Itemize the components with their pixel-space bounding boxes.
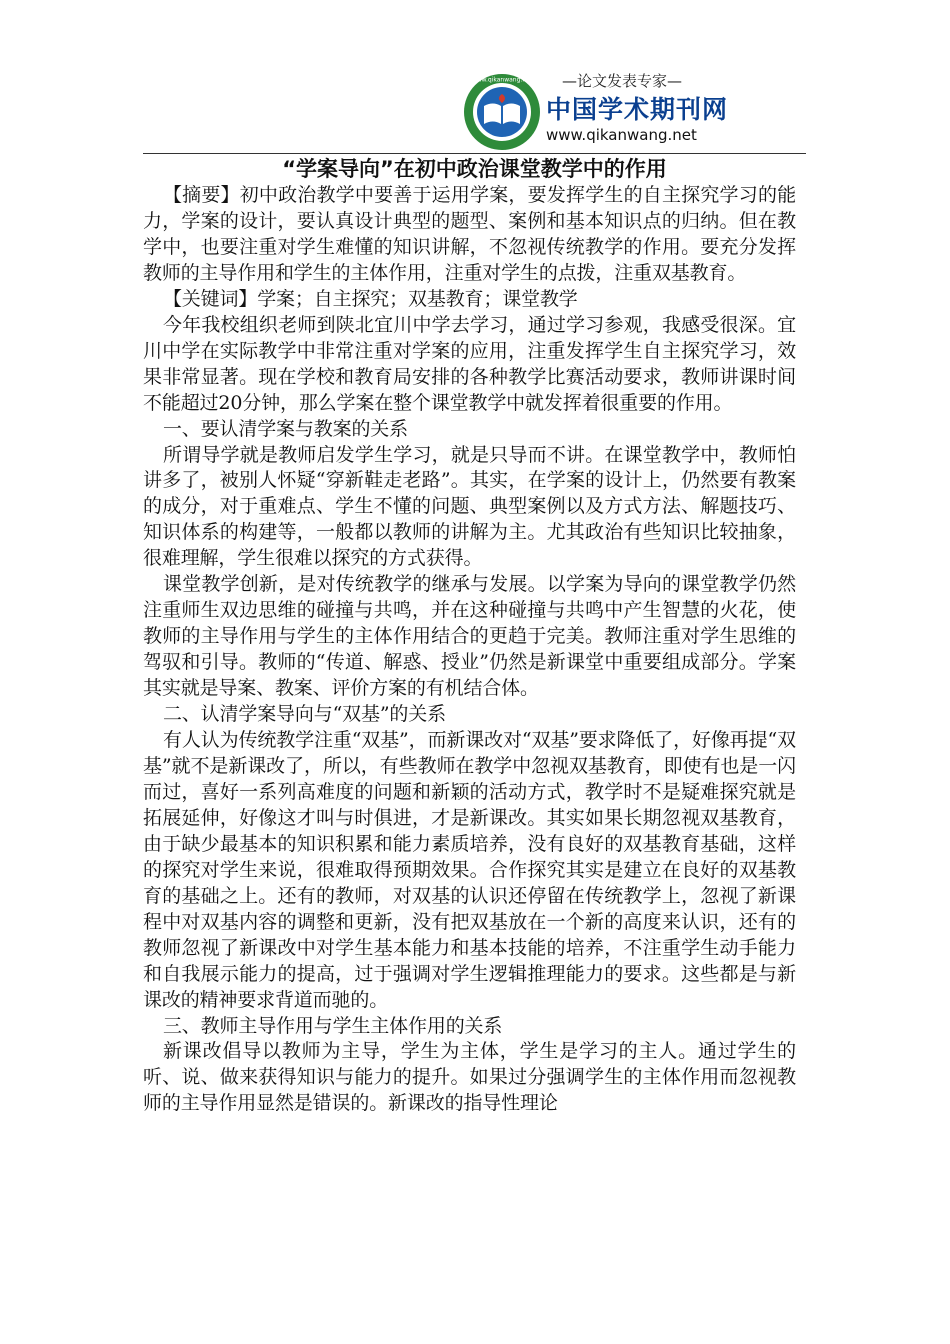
section-heading: 三、教师主导作用与学生主体作用的关系: [162, 1014, 503, 1037]
article-body: [143, 183, 796, 1117]
book-seal-icon: [462, 72, 542, 152]
logo-url[interactable]: www.qikanwang.net: [546, 126, 697, 144]
header-divider: [143, 153, 806, 154]
logo-tagline: —论文发表专家—: [561, 72, 682, 90]
body-paragraph: 新课改倡导以教师为主导，学生为主体，学生是学习的主人。通过学生的听、说、做来获得知识与能力的提升。如果过分强调学生的主体作用而忽视教师的主导作用显然是错误的。新课改的指导性理论: [143, 1040, 796, 1115]
body-paragraph: 所谓导学就是教师启发学生学习，就是只导而不讲。在课堂教学中，教师怕讲多了，被别人怀疑“穿新鞋走老路”。其实，在学案的设计上，仍然要有教案的成分，对于重难点、学生不懂的问题、典型案例以及方式方法、解题技巧、知识体系的构建等，一般都以教师的讲解为主。尤其政治有些知识比较抽象，很难理解，学生很难以探究的方式获得。: [143, 443, 796, 570]
article-title: “学案导向”在初中政治课堂教学中的作用: [282, 157, 667, 181]
section-heading: 二、认清学案导向与“双基”的关系: [162, 703, 446, 726]
seal-text: www.qikanwang.net: [471, 76, 533, 84]
body-paragraph: 有人认为传统教学注重“双基”，而新课改对“双基”要求降低了，好像再提“双基”就不是新课改了，所以，有些教师在教学中忽视双基教育，即使有也是一闪而过，喜好一系列高难度的问题和新颖的活动方式，教学时不是疑难探究就是拓展延伸，好像这才叫与时俱进，才是新课改。其实如果长期忽视双基教育，由于缺少最基本的知识积累和能力素质培养，没有良好的双基教育基础，这样的探究对学生来说，很难取得预期效果。合作探究其实是建立在良好的双基教育的基础之上。还有的教师，对双基的认识还停留在传统教学上，忽视了新课程中对双基内容的调整和更新，没有把双基放在一个新的高度来认识，还有的教师忽视了新课改中对学生基本能力和基本技能的培养，不注重学生动手能力和自我展示能力的提高，过于强调对学生逻辑推理能力的要求。这些都是与新课改的精神要求背道而驰的。: [143, 729, 796, 1011]
body-paragraph: 课堂教学创新，是对传统教学的继承与发展。以学案为导向的课堂教学仍然注重师生双边思维的碰撞与共鸣，并在这种碰撞与共鸣中产生智慧的火花，使教师的主导作用与学生的主体作用结合的更趋于完美。教师注重对学生思维的驾驭和引导。教师的“传道、解惑、授业”仍然是新课堂中重要组成部分。学案其实就是导案、教案、评价方案的有机结合体。: [143, 573, 796, 700]
abstract-paragraph: 【摘要】初中政治教学中要善于运用学案，要发挥学生的自主探究学习的能力，学案的设计，要认真设计典型的题型、案例和基本知识点的归纳。但在教学中，也要注重对学生难懂的知识讲解，不忽视传统教学的作用。要充分发挥教师的主导作用和学生的主体作用，注重对学生的点拨，注重双基教育。: [143, 184, 796, 284]
section-heading: 一、要认清学案与教案的关系: [162, 417, 408, 440]
site-logo[interactable]: [462, 70, 729, 150]
body-paragraph: 今年我校组织老师到陕北宜川中学去学习，通过学习参观，我感受很深。宜川中学在实际教学中非常注重对学案的应用，注重发挥学生自主探究学习，效果非常显著。现在学校和教育局安排的各种教学比赛活动要求，教师讲课时间不能超过20分钟，那么学案在整个课堂教学中就发挥着很重要的作用。: [143, 313, 796, 414]
logo-name: 中国学术期刊网: [546, 95, 729, 124]
keywords-paragraph: 【关键词】学案；自主探究；双基教育；课堂教学: [162, 287, 578, 310]
